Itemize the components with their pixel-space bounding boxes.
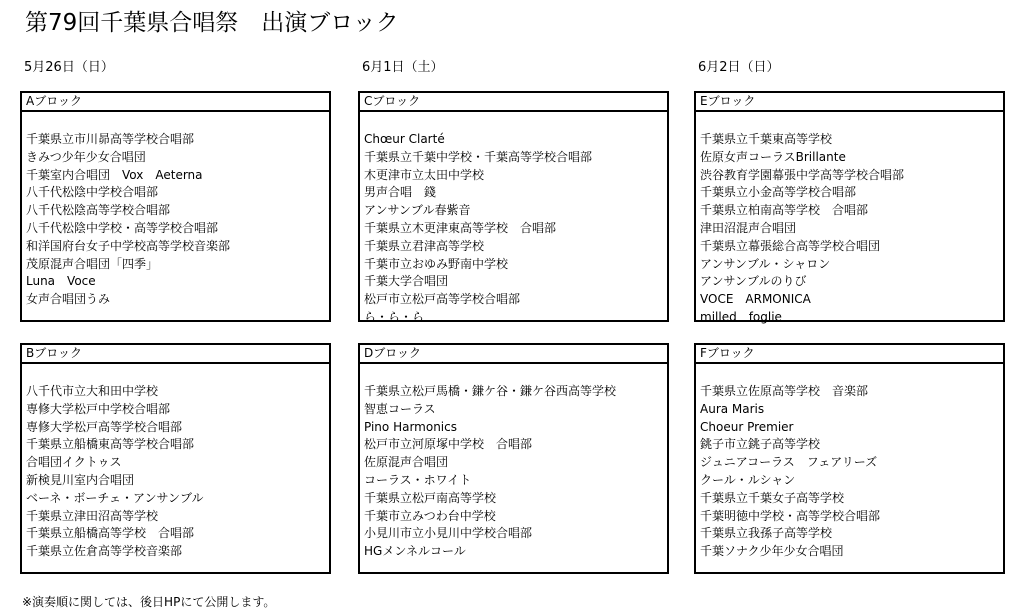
block-header: Cブロック [360,93,667,112]
page-title: 第79回千葉県合唱祭 出演ブロック [25,10,399,36]
list-item: 銚子市立銚子高等学校 [700,437,821,452]
list-item: Luna Voce [26,274,96,289]
performer-list [22,364,329,561]
performer-list [696,364,1003,561]
block-b [20,343,331,574]
list-item: 千葉県立佐原高等学校 音楽部 [700,384,869,398]
list-item: 千葉室内合唱団 Vox Aeterna [26,167,203,182]
list-item: 千葉県立君津高等学校 [364,238,485,253]
list-item: 千葉県立津田沼高等学校 [26,508,159,523]
block-d [358,343,669,574]
list-item: 千葉県立千葉東高等学校 [700,132,833,146]
list-item: 新検見川室内合唱団 [26,472,135,487]
performer-list [360,112,667,327]
date-day-3: 6月2日（日） [698,60,780,75]
list-item: 佐原女声コーラスBrillante [700,149,846,164]
list-item: 千葉市立おゆみ野南中学校 [364,256,509,271]
performer-list [696,112,1003,327]
list-item: クール・ルシャン [700,472,796,487]
list-item: 合唱団イクトゥス [26,455,122,470]
list-item: 佐原混声合唱団 [364,455,449,470]
list-item: 八千代松陰中学校合唱部 [26,185,159,200]
list-item: 千葉県立小金高等学校合唱部 [700,185,857,200]
list-item: Pino Harmonics [364,419,457,434]
list-item: 八千代松陰高等学校合唱部 [26,203,171,218]
list-item: 千葉県立千葉中学校・千葉高等学校合唱部 [364,149,593,164]
list-item: 松戸市立松戸高等学校合唱部 [364,292,521,307]
list-item: 千葉県立松戸南高等学校 [364,490,497,505]
list-item: 和洋国府台女子中学校高等学校音楽部 [26,238,231,253]
list-item: 千葉県立佐倉高等学校音楽部 [26,544,183,559]
list-item: 八千代市立大和田中学校 [26,384,159,398]
list-item: アンサンブル春紫音 [364,203,471,218]
list-item: 津田沼混声合唱団 [700,220,797,235]
list-item: 千葉県立船橋東高等学校合唱部 [26,437,195,452]
list-item: 千葉県立木更津東高等学校 合唱部 [364,220,557,235]
list-item: ら・ら・ら [364,309,425,324]
performer-list [360,364,667,561]
list-item: ベーネ・ボーチェ・アンサンブル [26,490,204,505]
list-item: 茂原混声合唱団「四季」 [26,256,159,271]
list-item: milled foglie [700,309,782,324]
list-item: 小見川市立小見川中学校合唱部 [364,526,533,541]
list-item: コーラス・ホワイト [364,472,472,487]
block-header: Aブロック [22,93,329,112]
list-item: 千葉ソナク少年少女合唱団 [700,544,844,559]
list-item: 千葉県立幕張総合高等学校合唱団 [700,238,881,253]
list-item: 女声合唱団うみ [26,292,111,307]
list-item: ジュニアコーラス フェアリーズ [700,455,878,470]
footnote: ※演奏順に関しては、後日HPにて公開します。 [22,595,276,609]
performer-list [22,112,329,309]
list-item: 専修大学松戸中学校合唱部 [26,401,171,416]
list-item: 千葉県立我孫子高等学校 [700,526,833,541]
list-item: 千葉県立市川昴高等学校合唱部 [26,132,195,146]
list-item: きみつ少年少女合唱団 [26,149,146,164]
list-item: 千葉大学合唱団 [364,274,449,289]
list-item: アンサンブル・シャロン [700,256,831,271]
list-item: 木更津市立太田中学校 [364,167,485,182]
list-item: 千葉明徳中学校・高等学校合唱部 [700,508,881,523]
list-item: VOCE ARMONICA [700,292,811,307]
date-day-2: 6月1日（土） [362,60,444,75]
list-item: アンサンブルのりび [700,274,807,289]
list-item: 八千代松陰中学校・高等学校合唱部 [26,220,219,235]
list-item: 千葉県立千葉女子高等学校 [700,490,845,505]
list-item: 渋谷教育学園幕張中学高等学校合唱部 [700,167,905,182]
list-item: 千葉県立船橋高等学校 合唱部 [26,526,195,541]
block-f [694,343,1005,574]
list-item: 千葉県立松戸馬橋・鎌ケ谷・鎌ケ谷西高等学校 [364,384,617,398]
block-header: Dブロック [360,345,667,364]
list-item: 千葉市立みつわ台中学校 [364,508,496,523]
list-item: 千葉県立柏南高等学校 合唱部 [700,203,869,218]
list-item: Choeur Premier [700,419,794,434]
list-item: HGメンネルコール [364,544,466,559]
block-a [20,91,331,322]
list-item: 専修大学松戸高等学校合唱部 [26,419,183,434]
block-header: Fブロック [696,345,1003,364]
list-item: Chœur Clarté [364,132,445,146]
block-header: Eブロック [696,93,1003,112]
list-item: 男声合唱 錢 [364,185,437,200]
list-item: 松戸市立河原塚中学校 合唱部 [364,437,533,452]
date-day-1: 5月26日（日） [24,60,114,75]
block-c [358,91,669,322]
block-header: Bブロック [22,345,329,364]
list-item: 智恵コーラス [364,401,436,416]
block-e [694,91,1005,322]
list-item: Aura Maris [700,401,765,416]
